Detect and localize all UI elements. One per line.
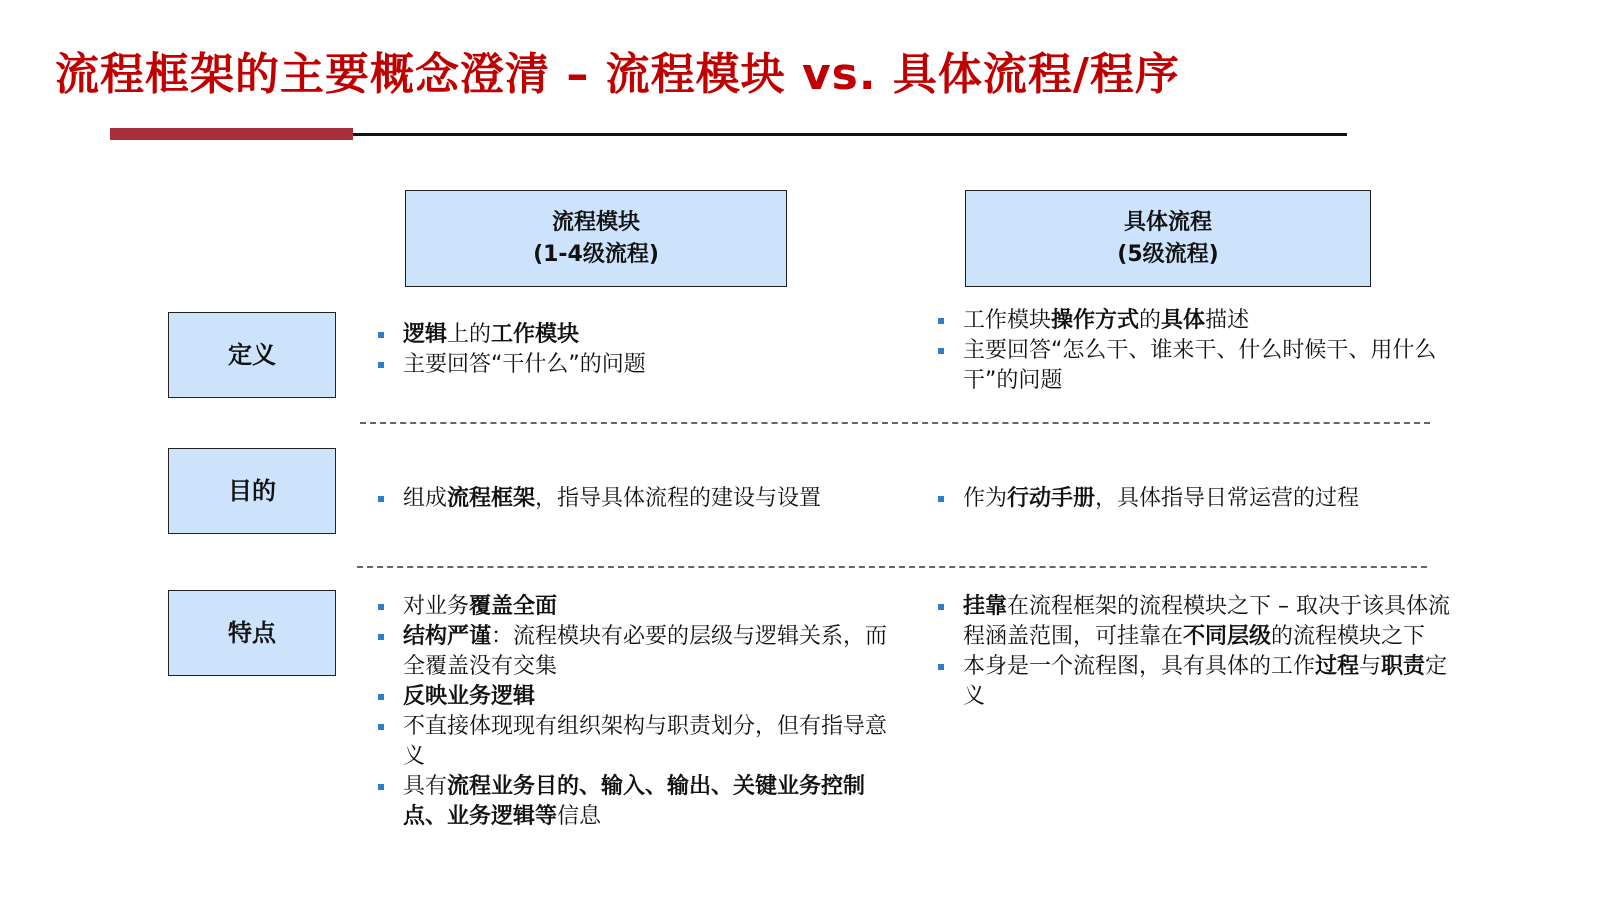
bullet-item xyxy=(375,592,895,622)
text-run: 描述 xyxy=(1205,308,1250,333)
text-run: 具有 xyxy=(403,774,448,799)
bold-text: 结构严谨 xyxy=(403,624,492,649)
bullet-item xyxy=(935,652,1455,712)
text-run: 定义 xyxy=(963,654,1448,709)
bullet-item xyxy=(935,592,1455,652)
column-header-title: 流程模块 xyxy=(551,209,640,235)
bold-text: 逻辑 xyxy=(403,322,448,347)
row-divider xyxy=(360,422,1430,424)
text-run: 不直接体现现有组织架构与职责划分，但有指导意义 xyxy=(403,714,888,769)
purpose-process-module-cell xyxy=(375,484,915,514)
text-run: 组成 xyxy=(403,486,448,511)
text-run: 作为 xyxy=(963,486,1008,511)
bullet-item xyxy=(375,772,895,832)
bullet-item xyxy=(935,336,1455,396)
bullet-item xyxy=(935,306,1455,336)
bullet-item xyxy=(935,484,1455,514)
text-run: 主要回答“怎么干、谁来干、什么时候干、用什么干”的问题 xyxy=(963,338,1437,393)
bold-text: 操作方式 xyxy=(1051,308,1140,333)
bullet-item xyxy=(375,682,895,712)
bold-text: 反映业务逻辑 xyxy=(403,684,536,709)
bold-text: 具体 xyxy=(1161,308,1206,333)
bold-text: 流程框架 xyxy=(447,486,536,511)
text-run: 工作模块 xyxy=(963,308,1052,333)
text-run: 信息 xyxy=(557,804,602,829)
text-run: 的 xyxy=(1139,308,1162,333)
bullet-item xyxy=(375,712,895,772)
column-header-title: 具体流程 xyxy=(1123,209,1212,235)
bullet-item xyxy=(375,484,915,514)
column-header-specific-process xyxy=(965,190,1371,287)
bold-text: 行动手册 xyxy=(1007,486,1096,511)
definition-specific-process-cell xyxy=(935,306,1455,396)
bullet-list xyxy=(375,484,915,514)
text-run: 本身是一个流程图，具有具体的工作 xyxy=(963,654,1316,679)
bold-text: 工作模块 xyxy=(491,322,580,347)
purpose-specific-process-cell xyxy=(935,484,1455,514)
bold-text: 职责 xyxy=(1381,654,1426,679)
bullet-list xyxy=(935,592,1455,712)
definition-process-module-cell xyxy=(375,320,905,380)
text-run: ，具体指导日常运营的过程 xyxy=(1095,486,1360,511)
features-specific-process-cell xyxy=(935,592,1455,712)
text-run: 与 xyxy=(1359,654,1382,679)
page-title: 流程框架的主要概念澄清 – 流程模块 vs. 具体流程/程序 xyxy=(55,49,1180,100)
bullet-list xyxy=(375,320,905,380)
features-process-module-cell xyxy=(375,592,895,832)
bullet-list xyxy=(935,484,1455,514)
text-run: 对业务 xyxy=(403,594,470,619)
text-run: 在流程框架的流程模块之下 – 取决于该具体流程涵盖范围，可挂靠在 xyxy=(963,594,1451,649)
text-run: 主要回答“干什么”的问题 xyxy=(403,352,646,377)
column-header-subtitle: (1-4级流程) xyxy=(533,241,659,267)
bullet-list xyxy=(375,592,895,832)
bullet-item xyxy=(375,350,905,380)
title-accent-bar xyxy=(110,128,353,140)
title-underline xyxy=(353,133,1347,136)
text-run: 上的 xyxy=(447,322,492,347)
column-header-process-module xyxy=(405,190,787,287)
row-header-definition: 定义 xyxy=(168,312,336,398)
bold-text: 过程 xyxy=(1315,654,1360,679)
bullet-item xyxy=(375,320,905,350)
text-run: 的流程模块之下 xyxy=(1271,624,1426,649)
column-header-subtitle: (5级流程) xyxy=(1117,241,1219,267)
row-divider xyxy=(357,566,1427,568)
row-header-purpose: 目的 xyxy=(168,448,336,534)
bullet-item xyxy=(375,622,895,682)
bold-text: 挂靠 xyxy=(963,594,1008,619)
bullet-list xyxy=(935,306,1455,396)
text-run: ，指导具体流程的建设与设置 xyxy=(535,486,822,511)
bold-text: 流程业务目的、输入、输出、关键业务控制点、业务逻辑等 xyxy=(403,774,866,829)
bold-text: 不同层级 xyxy=(1183,624,1272,649)
row-header-features: 特点 xyxy=(168,590,336,676)
text-run: ：流程模块有必要的层级与逻辑关系，而全覆盖没有交集 xyxy=(403,624,888,679)
bold-text: 覆盖全面 xyxy=(469,594,558,619)
